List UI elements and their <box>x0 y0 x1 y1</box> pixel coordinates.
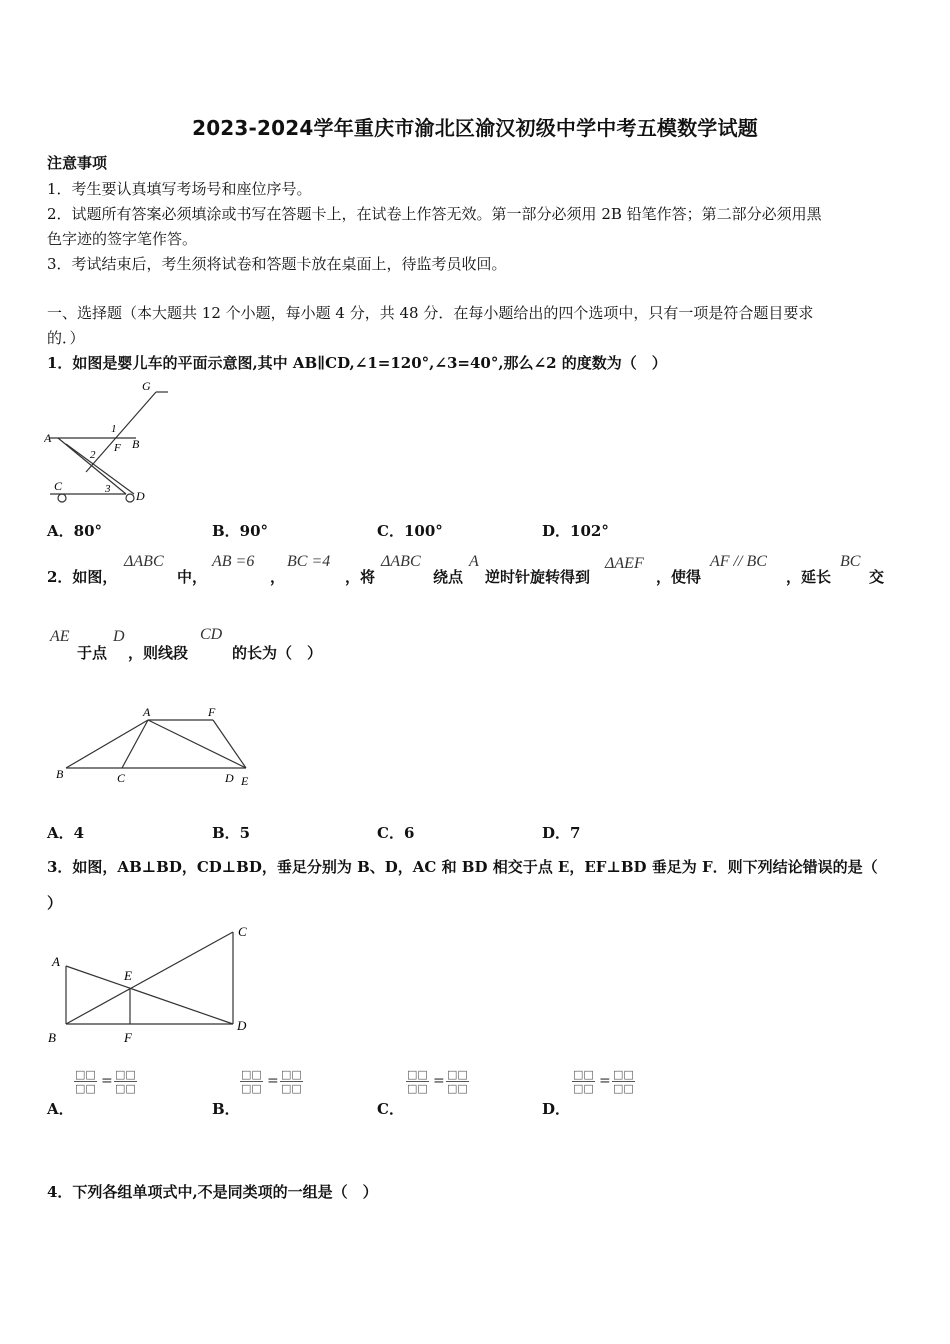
q2-zhong: 中， <box>177 568 208 586</box>
q3-stem-cont: ） <box>47 894 63 912</box>
q2-a: A <box>469 553 479 570</box>
q1-figure <box>44 378 184 508</box>
q2-changwei: 的长为（ ） <box>232 644 323 662</box>
q3-option-d[interactable]: D． <box>542 1100 571 1118</box>
q1-angle-2: 2 <box>90 449 96 461</box>
q3-option-b[interactable]: B． <box>212 1100 240 1118</box>
q3-c-frac-left: □□ □□ <box>407 1068 428 1095</box>
q2-ae: AE <box>50 628 70 645</box>
q1-label-g: G <box>142 379 151 393</box>
q2-jiang: ，将 <box>345 568 376 586</box>
q3-a-frac-left: □□ □□ <box>75 1068 96 1095</box>
q2-yanchang: ，延长 <box>786 568 832 586</box>
notice-item-3: 3．考试结束后，考生须将试卷和答题卡放在桌面上，待监考员收回。 <box>47 255 507 273</box>
q2-aef: ΔAEF <box>605 555 644 572</box>
q3-c-frac-right: □□ □□ <box>447 1068 468 1095</box>
notice-item-2-cont: 色字迹的签字笔作答。 <box>47 230 198 248</box>
q1-option-c[interactable]: C．100° <box>377 522 443 540</box>
q3-b-eq: = <box>267 1073 279 1089</box>
q3-a-eq: = <box>101 1073 113 1089</box>
q2-num: 2．如图， <box>47 568 118 586</box>
q3-option-c[interactable]: C． <box>377 1100 404 1118</box>
q2-rotate: 逆时针旋转得到 <box>485 568 591 586</box>
q4-stem: 4．下列各组单项式中,不是同类项的一组是（ ） <box>47 1183 378 1201</box>
q2-abc2: ΔABC <box>381 553 421 570</box>
q2-bc2: BC <box>840 553 861 570</box>
q2-zexian: ，则线段 <box>128 644 189 662</box>
q1-label-a: A <box>44 431 52 445</box>
q3-label-a: A <box>52 954 60 969</box>
section-heading: 一、选择题（本大题共 12 个小题，每小题 4 分，共 48 分．在每小题给出的四个选项中，只有一项是符合题目要求 <box>47 304 814 322</box>
q3-d-frac-right: □□ □□ <box>613 1068 634 1095</box>
q2-label-c: C <box>117 771 126 785</box>
q2-shide: ，使得 <box>656 568 702 586</box>
q2-yudian: 于点 <box>77 644 108 662</box>
q1-label-b: B <box>132 437 140 451</box>
q2-abc: ΔABC <box>124 553 164 570</box>
notice-item-2: 2．试题所有答案必须填涂或书写在答题卡上，在试卷上作答无效。第一部分必须用 2B 铅笔作答；第二部分必须用黑 <box>47 205 822 223</box>
q3-d-frac-left: □□ □□ <box>573 1068 594 1095</box>
q2-afbc: AF // BC <box>710 553 767 570</box>
q3-label-f: F <box>124 1030 132 1045</box>
page-title: 2023-2024学年重庆市渝北区渝汉初级中学中考五模数学试题 <box>192 116 758 140</box>
q3-d-eq: = <box>599 1073 611 1089</box>
q1-option-d[interactable]: D．102° <box>542 522 609 540</box>
q2-option-b[interactable]: B．5 <box>212 824 251 842</box>
q3-stem: 3．如图，AB⊥BD，CD⊥BD，垂足分别为 B、D，AC 和 BD 相交于点 E，EF⊥BD 垂足为 F．则下列结论错误的是（ <box>47 858 878 876</box>
q2-label-e: E <box>241 774 249 788</box>
q1-stem: 1．如图是婴儿车的平面示意图,其中 AB∥CD,∠1=120°,∠3=40°,那么∠2 的度数为（ ） <box>47 354 667 372</box>
q3-label-c: C <box>238 924 247 939</box>
q3-label-b: B <box>48 1030 56 1045</box>
q1-label-d: D <box>136 489 145 503</box>
q2-label-f: F <box>208 705 216 719</box>
q2-jiao: 交 <box>869 568 885 586</box>
q3-figure <box>44 920 259 1050</box>
q2-raodian: 绕点 <box>433 568 464 586</box>
q2-option-c[interactable]: C．6 <box>377 824 415 842</box>
notice-item-1: 1．考生要认真填写考场号和座位序号。 <box>47 180 312 198</box>
q2-label-d: D <box>225 771 234 785</box>
q2-cd: CD <box>200 626 223 643</box>
q3-c-eq: = <box>433 1073 445 1089</box>
q2-label-a: A <box>143 705 151 719</box>
q2-bc: BC =4 <box>287 553 331 570</box>
q3-label-e: E <box>124 968 132 983</box>
q2-option-d[interactable]: D．7 <box>542 824 581 842</box>
q3-b-frac-right: □□ □□ <box>281 1068 302 1095</box>
q1-angle-1: 1 <box>111 423 117 435</box>
q1-label-c: C <box>54 479 63 493</box>
q2-comma: ， <box>270 568 286 586</box>
q3-a-frac-right: □□ □□ <box>115 1068 136 1095</box>
q2-d: D <box>113 628 125 645</box>
q1-label-f: F <box>114 442 121 454</box>
q1-option-a[interactable]: A．80° <box>47 522 103 540</box>
section-heading-cont: 的．） <box>47 329 85 347</box>
q3-option-a[interactable]: A． <box>47 1100 74 1118</box>
q2-label-b: B <box>56 767 64 781</box>
q2-figure <box>50 700 265 795</box>
q3-b-frac-left: □□ □□ <box>241 1068 262 1095</box>
notice-heading: 注意事项 <box>47 154 108 172</box>
q3-label-d: D <box>237 1018 247 1033</box>
q2-option-a[interactable]: A．4 <box>47 824 85 842</box>
q1-angle-3: 3 <box>105 483 111 495</box>
q1-option-b[interactable]: B．90° <box>212 522 269 540</box>
q2-ab: AB =6 <box>212 553 255 570</box>
